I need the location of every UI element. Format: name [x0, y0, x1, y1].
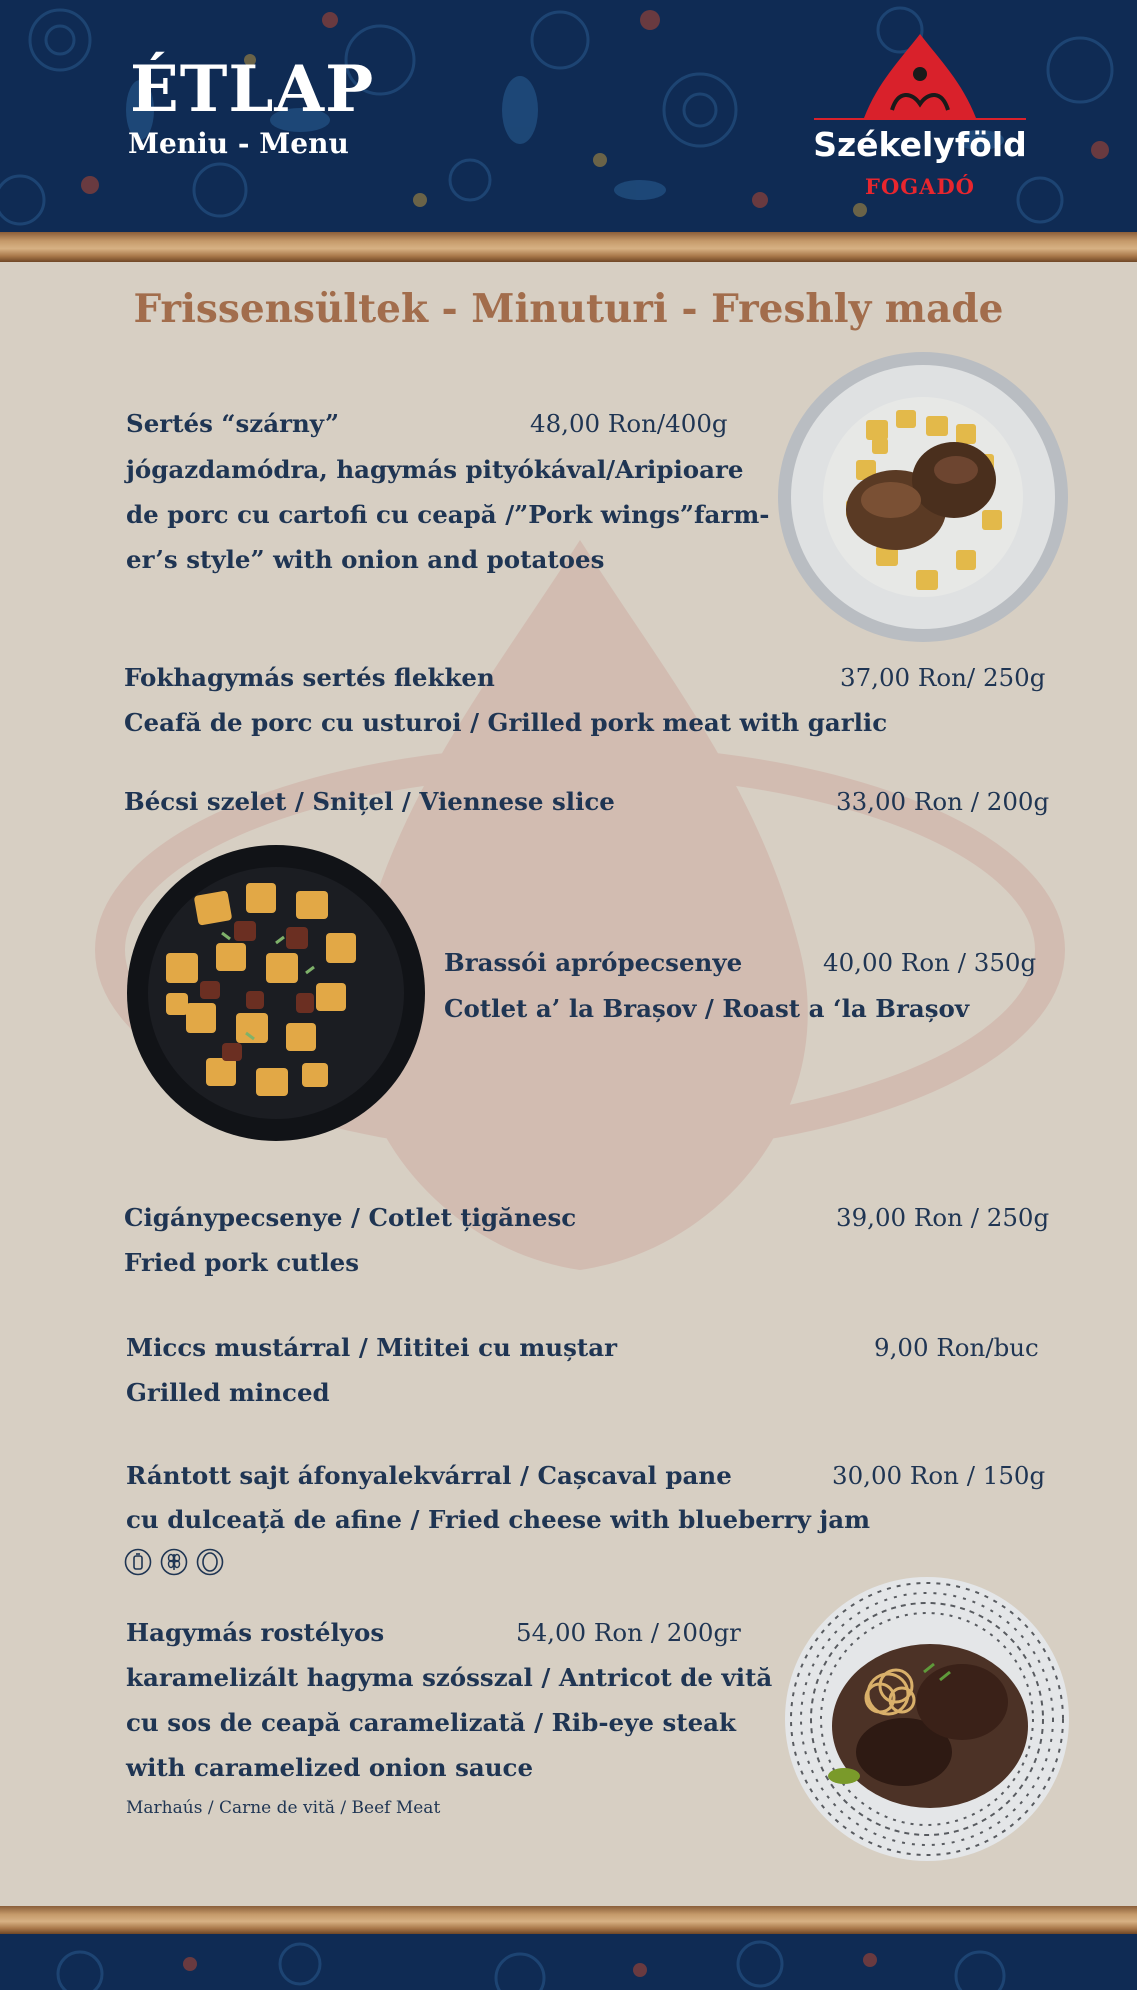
item-name: Fokhagymás sertés flekken	[124, 663, 495, 692]
egg-allergen-icon	[196, 1548, 224, 1576]
item-price: 9,00 Ron/buc	[874, 1333, 1039, 1362]
item-note: Marhaús / Carne de vită / Beef Meat	[126, 1798, 441, 1818]
wood-divider-top	[0, 232, 1137, 262]
logo-emblem-icon	[800, 30, 1040, 130]
item-description: de porc cu cartofi cu ceapă /”Pork wings”farm-	[126, 500, 770, 529]
logo-name: Székelyföld	[813, 125, 1027, 164]
item-price: 48,00 Ron/400g	[530, 409, 728, 438]
item-description: cu dulceață de afine / Fried cheese with blueberry jam	[126, 1505, 871, 1534]
item-description: Cotlet a’ la Brașov / Roast a ‘la Brașov	[444, 994, 970, 1023]
item-name: Miccs mustárral / Mititei cu muștar	[126, 1333, 617, 1362]
item-price: 33,00 Ron / 200g	[836, 787, 1050, 816]
item-name: Rántott sajt áfonyalekvárral / Cașcaval pane	[126, 1461, 732, 1490]
menu-subtitle: Meniu - Menu	[128, 127, 349, 160]
restaurant-logo	[800, 30, 1040, 210]
item-description: cu sos de ceapă caramelizată / Rib-eye steak	[126, 1708, 737, 1737]
item-price: 40,00 Ron / 350g	[823, 948, 1037, 977]
wood-divider-bottom	[0, 1906, 1137, 1934]
item-name: Sertés “szárny”	[126, 409, 340, 438]
item-name: Hagymás rostélyos	[126, 1618, 385, 1647]
brasov-roast-photo	[126, 843, 426, 1143]
item-description: karamelizált hagyma szósszal / Antricot de vită	[126, 1663, 773, 1692]
item-price: 30,00 Ron / 150g	[832, 1461, 1046, 1490]
item-price: 54,00 Ron / 200gr	[516, 1618, 741, 1647]
rib-eye-steak-photo	[784, 1576, 1070, 1862]
item-description: with caramelized onion sauce	[126, 1753, 534, 1782]
section-title: Frissensültek - Minuturi - Freshly made	[133, 286, 1004, 332]
gluten-allergen-icon	[160, 1548, 188, 1576]
item-description: jógazdamódra, hagymás pityókával/Aripioare	[126, 455, 744, 484]
item-description: Ceafă de porc cu usturoi / Grilled pork meat with garlic	[124, 708, 888, 737]
item-price: 39,00 Ron / 250g	[836, 1203, 1050, 1232]
menu-title: ÉTLAP	[130, 52, 375, 127]
logo-subtitle: FOGADÓ	[865, 174, 975, 199]
pork-wings-photo	[776, 350, 1070, 644]
header-banner	[0, 0, 1137, 232]
milk-allergen-icon	[124, 1548, 152, 1576]
footer-banner	[0, 1934, 1137, 1990]
item-description: er’s style” with onion and potatoes	[126, 545, 605, 574]
item-description: Fried pork cutles	[124, 1248, 360, 1277]
folk-pattern-footer	[0, 1934, 1137, 1990]
item-price: 37,00 Ron/ 250g	[840, 663, 1046, 692]
item-name: Bécsi szelet / Snițel / Viennese slice	[124, 787, 615, 816]
item-name: Brassói aprópecsenye	[444, 948, 743, 977]
item-name: Cigánypecsenye / Cotlet țigănesc	[124, 1203, 577, 1232]
item-description: Grilled minced	[126, 1378, 330, 1407]
